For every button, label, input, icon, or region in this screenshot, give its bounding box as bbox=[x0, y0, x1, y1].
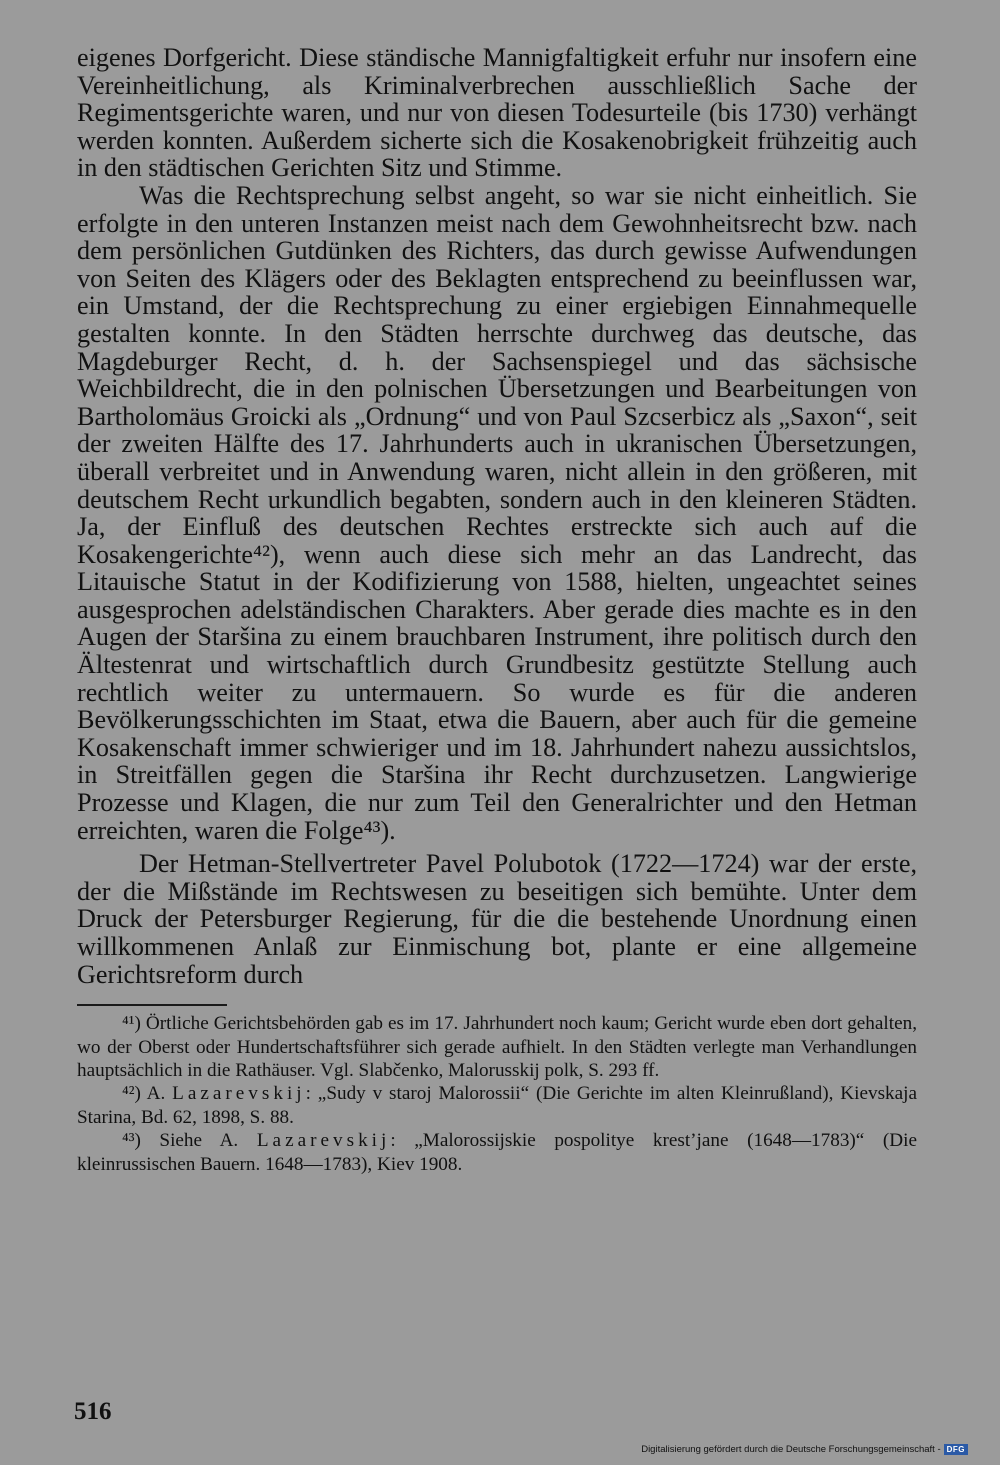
paragraph-1: eigenes Dorfgericht. Diese ständische Mannigfaltigkeit erfuhr nur insofern eine Vereinheitlichung, als Kriminalverbrechen ausschließlich Sache der Regimentsgerichte waren, und nur von diesen Todesurteile (bis 1730) verhängt werden konnten. Außerdem sicherte sich die Kosakenobrigkeit frühzeitig auch in den städtischen Gerichten Sitz und Stimme. bbox=[77, 43, 917, 183]
credit-text: Digitalisierung gefördert durch die Deutsche Forschungsgemeinschaft - bbox=[641, 1444, 941, 1455]
footnote-separator bbox=[77, 1004, 227, 1006]
footnote-42-rest: : „Sudy v staroj Malorossii“ (Die Gerichte im alten Kleinrußland), Kievskaja Starina, Bd. 62, 1898, S. 88. bbox=[77, 1083, 917, 1128]
page-number: 516 bbox=[74, 1398, 112, 1425]
paragraph-3: Der Hetman-Stellvertreter Pavel Polubotok (1722—1724) war der erste, der die Mißstände im Rechtswesen zu beseitigen sich bemühte. Unter dem Druck der Petersburger Regierung, für die die bestehende Unordnung einen willkommenen Anlaß zur Einmischung bot, plante er eine allgemeine Gerichtsreform durch bbox=[77, 849, 917, 989]
footnote-43-author: Lazarevskij bbox=[256, 1130, 391, 1152]
footnote-41: ⁴¹) Örtliche Gerichtsbehörden gab es im 17. Jahrhundert noch kaum; Gericht wurde eben dort gehalten, wo der Oberst oder Hundertschaftsführer sich gerade aufhielt. In den Städten verlegte man Verhandlungen hauptsächlich in die Rathäuser. Vgl. Slabčenko, Malorusskij polk, S. 293 ff. bbox=[77, 1013, 917, 1081]
footnote-43 bbox=[77, 1129, 917, 1176]
footnotes bbox=[77, 1012, 917, 1176]
footnote-42-prefix: ⁴²) A. bbox=[122, 1083, 166, 1105]
footnote-43-prefix: ⁴³) Siehe A. bbox=[122, 1130, 239, 1152]
footnote-42-author: Lazarevskij bbox=[172, 1083, 306, 1105]
digitization-credit bbox=[641, 1444, 968, 1455]
paragraph-2: Was die Rechtsprechung selbst angeht, so war sie nicht einheitlich. Sie erfolgte in den unteren Instanzen meist nach dem Gewohnheitsrecht bzw. nach dem persönlichen Gutdünken des Richters, das durch gewisse Aufwendungen von Seiten des Klägers oder des Beklagten entsprechend zu beeinflussen war, ein Umstand, der die Rechtsprechung zu einer ergiebigen Einnahmequelle gestalten konnte. In den Städten herrschte durchweg das deutsche, das Magdeburger Recht, d. h. der Sachsenspiegel und das sächsische Weichbildrecht, die in den polnischen Übersetzungen und Bearbeitungen von Bartholomäus Groicki als „Ordnung“ und von Paul Szcserbicz als „Saxon“, seit der zweiten Hälfte des 17. Jahrhunderts auch in ukranischen Übersetzungen, überall verbreitet und in Anwendung waren, nicht allein in den größeren, mit deutschem Recht urkundlich begabten, sondern auch in den kleineren Städten. Ja, der Einfluß des deutschen Rechtes erstreckte sich auch auf die Kosakengerichte⁴²), wenn auch diese sich mehr an das Landrecht, das Litauische Statut in der Kodifizierung von 1588, hielten, ungeachtet seines ausgesprochen adelständischen Charakters. Aber gerade dies machte es in den Augen der Staršina zu einem brauchbaren Instrument, ihre politisch durch den Ältestenrat und wirtschaftlich durch Grundbesitz gestützte Stellung auch rechtlich weiter zu untermauern. So wurde es für die anderen Bevölkerungsschichten im Staat, etwa die Bauern, aber auch für die gemeine Kosakenschaft immer schwieriger und im 18. Jahrhundert nahezu aussichtslos, in Streitfällen gegen die Staršina ihr Recht durchzusetzen. Langwierige Prozesse und Klagen, die nur zum Teil den Generalrichter und den Hetman erreichten, waren die Folge⁴³). bbox=[77, 180, 917, 845]
main-text bbox=[77, 44, 917, 988]
dfg-logo-icon: DFG bbox=[944, 1444, 968, 1455]
footnote-42 bbox=[77, 1082, 917, 1129]
page-body bbox=[77, 44, 917, 1176]
footnote-43-rest: : „Malorossijskie pospolitye krest’jane (1648—1783)“ (Die kleinrussischen Bauern. 1648—1783), Kiev 1908. bbox=[77, 1130, 917, 1175]
